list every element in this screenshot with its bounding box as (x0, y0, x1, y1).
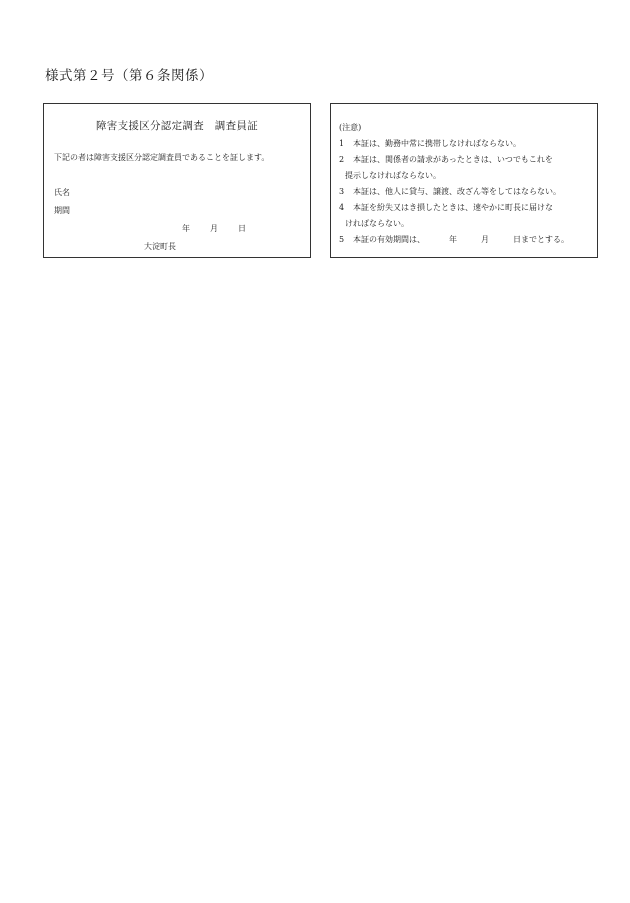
note-number: 3 (339, 187, 345, 196)
card-title: 障害支援区分認定調査 調査員証 (96, 120, 258, 132)
note-number: 2 (339, 155, 345, 164)
note-item-5 (339, 232, 593, 248)
date-year-label: 年 (182, 224, 190, 233)
note-text: 本証を紛失又はき損したときは、速やかに町長に届けな (353, 203, 553, 212)
period-label: 期間 (54, 206, 70, 215)
id-card-front (43, 103, 311, 258)
note-item-3 (339, 184, 593, 200)
notes-heading: (注意) (339, 123, 362, 132)
issuer-label: 大淀町長 (144, 242, 176, 251)
date-month-label: 月 (210, 224, 218, 233)
note-text-end: 日までとする。 (513, 235, 569, 244)
note-item-1 (339, 136, 593, 152)
certification-text: 下記の者は障害支援区分認定調査員であることを証します。 (54, 153, 270, 162)
validity-year-label: 年 (449, 235, 457, 244)
note-number: 5 (339, 235, 345, 244)
note-text-continued: 提示しなければならない。 (345, 170, 441, 180)
form-title: 様式第２号（第６条関係） (45, 68, 213, 84)
validity-month-label: 月 (481, 235, 489, 244)
note-text: 本証は、関係者の請求があったときは、いつでもこれを (353, 155, 553, 164)
note-number: 1 (339, 139, 345, 148)
note-text: 本証の有効期間は、 (353, 235, 425, 244)
note-text-continued: ければならない。 (345, 218, 409, 228)
date-day-label: 日 (238, 224, 246, 233)
id-card-back (330, 103, 598, 258)
note-number: 4 (339, 203, 345, 212)
note-text: 本証は、勤務中常に携帯しなければならない。 (353, 139, 521, 148)
note-text: 本証は、他人に貸与、譲渡、改ざん等をしてはならない。 (353, 187, 561, 196)
note-item-4 (339, 200, 593, 231)
note-item-2 (339, 152, 593, 183)
name-label: 氏名 (54, 188, 70, 197)
